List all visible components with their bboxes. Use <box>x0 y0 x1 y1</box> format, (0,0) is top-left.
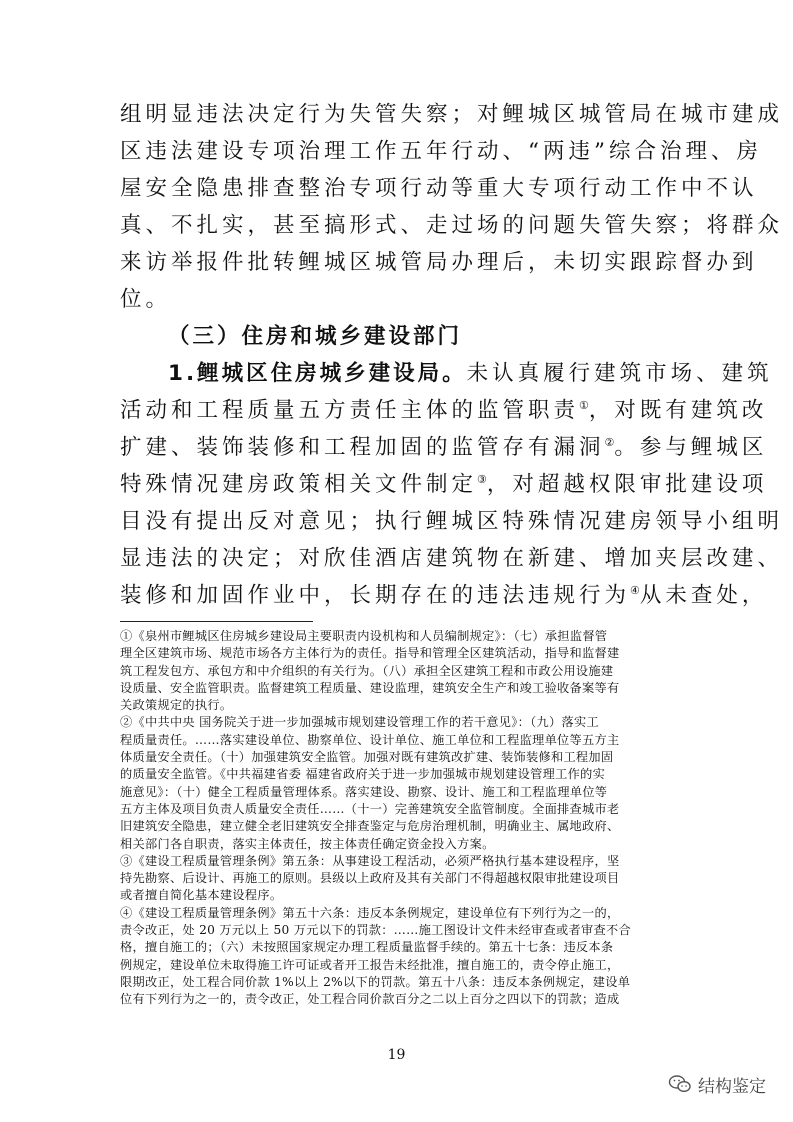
footnote-line: ③《建设工程质量管理条例》第五条：从事建设工程活动，必须严格执行基本建设程序，坚 <box>120 853 620 868</box>
footnote-line: ④《建设工程质量管理条例》第五十六条：违反本条例规定，建设单位有下列行为之一的， <box>120 905 620 920</box>
footnote-line: 体质量安全责任。（十）加强建筑安全监管。加强对既有建筑改扩建、装饰装修和工程加固 <box>120 750 614 765</box>
body-line <box>120 355 773 392</box>
body-text-span: 未认真履行建筑市场、建筑 <box>466 361 773 386</box>
body-line: 组明显违法决定行为失管失察；对鲤城区城管局在城市建成 <box>120 102 784 127</box>
footnote-line: 旧建筑安全隐患，建立健全老旧建筑安全排查鉴定与危房治理机制，明确业主、属地政府、 <box>120 819 620 834</box>
body-text-span: 活动和工程质量五方责任主体的监管职责 <box>120 398 580 423</box>
footnote-line: 筑工程发包方、承包方和中介组织的有关行为。（八）承担全区建筑工程和市政公用设施建 <box>120 663 614 678</box>
body-text-span: ，对既有建筑改 <box>588 398 768 423</box>
body-line: 真、不扎实，甚至搞形式、走过场的问题失管失察；将群众 <box>120 213 784 238</box>
watermark-text: 结构鉴定 <box>698 1076 766 1097</box>
body-line: 位。 <box>120 287 172 312</box>
body-line: 屋安全隐患排查整治专项行动等重大专项行动工作中不认 <box>120 176 758 201</box>
body-text-span: 装修和加固作业中，长期存在的违法违规行为 <box>120 583 631 608</box>
body-line: 区违法建设专项治理工作五年行动、“两违”综合治理、房 <box>120 139 762 164</box>
body-line: 来访举报件批转鲤城区城管局办理后，未切实跟踪督办到 <box>120 250 758 275</box>
footnote-ref-3: ③ <box>477 472 487 486</box>
footnote-line: 施意见》：（十）健全工程质量管理体系。落实建设、勘察、设计、施工和工程监理单位等 <box>120 784 608 799</box>
footnote-line: 关政策规定的执行。 <box>120 698 233 713</box>
footnote-line: 设质量、安全监管职责。监督建筑工程质量、建设监理，建筑安全生产和竣工验收备案等有 <box>120 680 620 695</box>
body-line: 显违法的决定；对欣佳酒店建筑物在新建、增加夹层改建、 <box>120 546 784 571</box>
footnote-line: 例规定，建设单位未取得施工许可证或者开工报告未经批准，擅自施工的，责令停止施工， <box>120 957 620 972</box>
footnote-line: 格，擅自施工的；（六）未按照国家规定办理工程质量监督手续的。第五十七条：违反本条 <box>120 940 614 955</box>
footnote-line: 理全区建筑市场、规范市场各方主体行为的责任。指导和管理全区建筑活动，指导和监督建 <box>120 646 620 661</box>
body-text-span: 特殊情况建房政策相关文件制定 <box>120 472 478 497</box>
footnote-line: ①《泉州市鲤城区住房城乡建设局主要职责内设机构和人员编制规定》：（七）承担监督管 <box>120 629 608 643</box>
footnote-line: ②《中共中央 国务院关于进一步加强城市规划建设管理工作的若干意见》：（九）落实工 <box>120 715 599 730</box>
footnote-line: 或者擅自简化基本建设程序。 <box>120 888 283 903</box>
footnote-line: 的质量安全监管。《中共福建省委 福建省政府关于进一步加强城市规划建设管理工作的实 <box>120 767 606 782</box>
watermark <box>668 1071 766 1097</box>
body-line <box>120 577 768 614</box>
body-line: 目没有提出反对意见；执行鲤城区特殊情况建房领导小组明 <box>120 509 784 534</box>
body-text-span: 扩建、装饰装修和工程加固的监管存有漏洞 <box>120 435 605 460</box>
footnote-line: 位有下列行为之一的，责令改正，处工程合同价款百分之二以上百分之四以下的罚款；造成 <box>120 992 620 1007</box>
footnote-ref-1: ① <box>579 398 589 412</box>
item-heading: 1.鲤城区住房城乡建设局。 <box>168 361 467 386</box>
footnote-line: 限期改正，处工程合同价款 1%以上 2%以下的罚款。第五十八条：违反本条例规定，建设单 <box>120 974 631 989</box>
footnote-line: 程质量责任。……落实建设单位、勘察单位、设计单位、施工单位和工程监理单位等五方主 <box>120 732 620 747</box>
body-text-span: ，对超越权限审批建设项 <box>486 472 768 497</box>
body-line <box>120 429 768 466</box>
body-line <box>120 392 768 429</box>
body-line <box>120 466 768 503</box>
page-number: 19 <box>387 1047 406 1063</box>
footnote-divider <box>120 621 313 622</box>
section-heading: （三）住房和城乡建设部门 <box>168 324 463 349</box>
footnote-line: 持先勘察、后设计、再施工的原则。县级以上政府及其有关部门不得超越权限审批建设项目 <box>120 871 620 886</box>
wechat-icon <box>668 1074 692 1094</box>
footnote-line: 责令改正，处 20 万元以上 50 万元以下的罚款：……施工图设计文件未经审查或者审查不合 <box>120 923 631 938</box>
body-text-span: 从未查处， <box>639 583 768 608</box>
footnotes <box>120 628 680 1009</box>
body-text <box>120 96 784 614</box>
footnote-ref-2: ② <box>604 435 615 449</box>
body-text-span: 。参与鲤城区 <box>614 435 768 460</box>
footnote-ref-4: ④ <box>630 583 640 597</box>
footnote-line: 相关部门各自职责，落实主体责任，按主体责任确定资金投入方案。 <box>120 836 495 851</box>
footnote-line: 五方主体及项目负责人质量安全责任……（十一）完善建筑安全监管制度。全面排查城市老 <box>120 801 620 816</box>
